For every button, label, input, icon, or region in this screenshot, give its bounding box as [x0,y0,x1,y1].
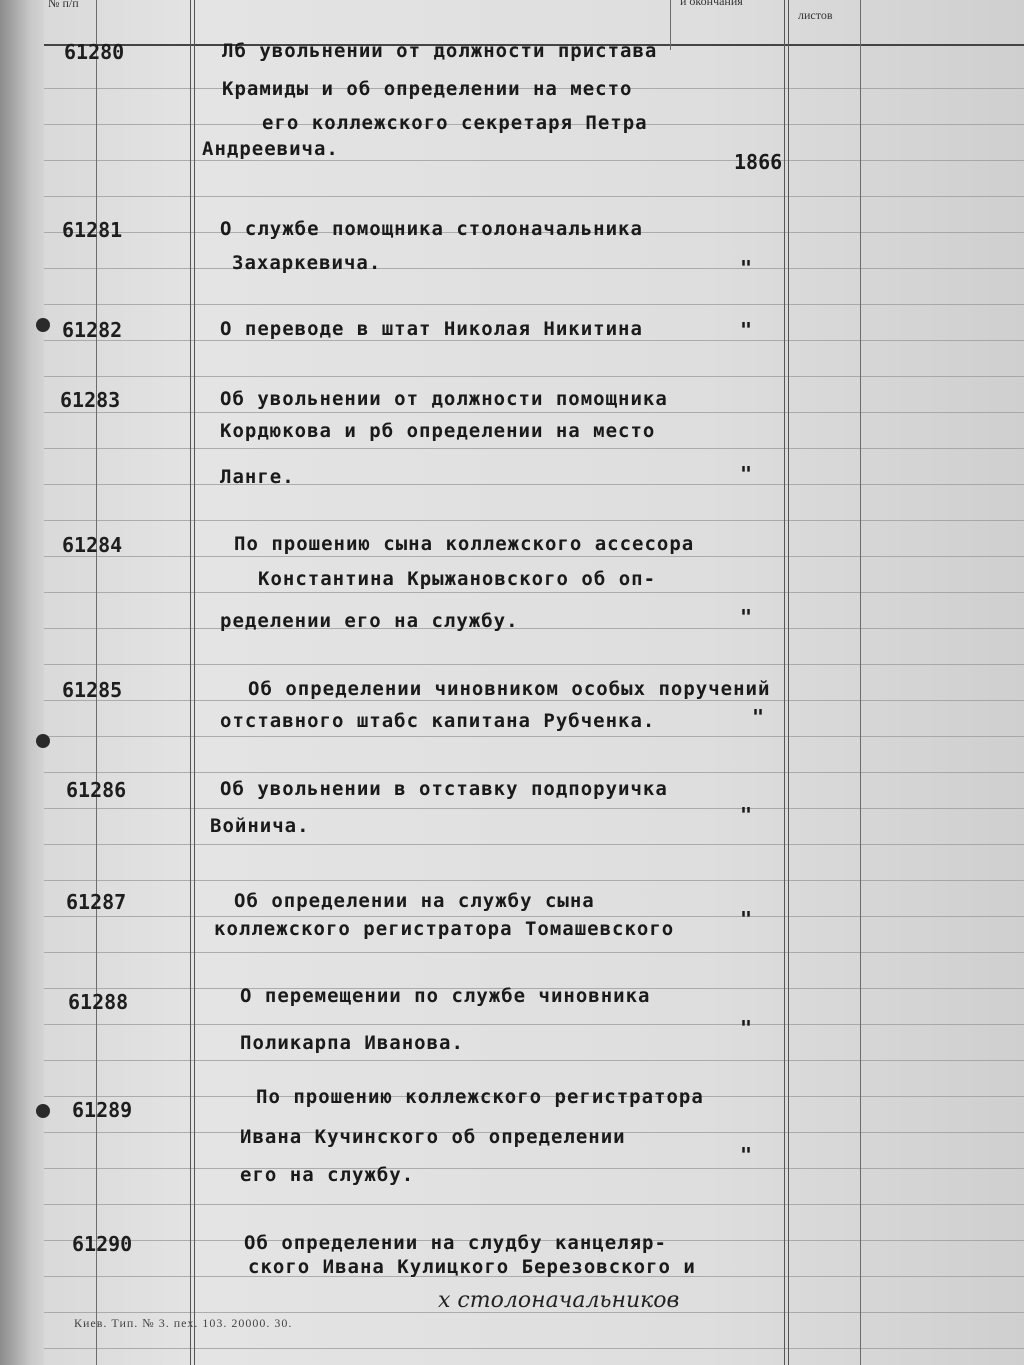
entry-number: 61281 [62,218,123,242]
entry-text-line: его коллежского секретаря Петра [262,112,648,134]
header-col-end: и окончания [680,0,743,8]
header-col-sheets: листов [798,8,833,22]
entry-number: 61290 [72,1232,133,1256]
entry-number: 61288 [68,990,129,1014]
entry-text-line: Ивана Кучинского об определении [240,1126,626,1148]
ditto-mark: " [740,605,753,629]
entry-text-line: ского Ивана Кулицкого Березовского и [248,1256,696,1278]
entry-number: 61289 [72,1098,133,1122]
handwritten-note: х столоначальников [438,1288,680,1313]
entry-text-line: Кордюкова и рб определении на место [220,420,656,442]
entry-text-line: ределении его на службу. [220,610,519,632]
entry-text-line: Об увольнении от должности помощника [220,388,668,410]
header-col-number: № п/п [48,0,79,10]
binding-hole [36,734,50,748]
entry-text-line: Поликарпа Иванова. [240,1032,464,1054]
entry-text-line: По прошению коллежского регистратора [256,1086,704,1108]
entry-text-line: О службе помощника столоначальника [220,218,643,240]
entry-text-line: его на службу. [240,1164,415,1186]
entry-text-line: Об увольнении в отставку подпоруичка [220,778,668,800]
entry-number: 61287 [66,890,127,914]
binding-spine [0,0,44,1365]
entry-text-line: Об определении на службу сына [234,890,595,912]
column-divider [670,0,671,50]
entry-text-line: О перемещении по службе чиновника [240,985,651,1007]
ditto-mark: " [740,1016,753,1040]
column-divider [860,0,861,1365]
column-divider [190,0,195,1365]
ditto-mark: " [740,1143,753,1167]
ditto-mark: " [740,256,753,280]
ditto-mark: " [752,705,765,729]
entry-text-line: О переводе в штат Николая Никитина [220,318,643,340]
column-divider [784,0,789,1365]
entry-number: 61280 [64,40,125,64]
entry-text-line: Об определении на слудбу канцеляр- [244,1232,667,1254]
entry-text-line: Лб увольнении от должности пристава [222,40,658,62]
entry-number: 61286 [66,778,127,802]
printer-imprint: Киев. Тип. № 3. пех. 103. 20000. 30. [74,1316,293,1330]
entry-text-line: Захаркевича. [232,252,382,274]
entry-text-line: Андреевича. [202,138,339,160]
binding-hole [36,318,50,332]
ditto-mark: " [740,462,753,486]
entry-text-line: Об определении чиновником особых поручений [248,678,771,700]
ditto-mark: " [740,803,753,827]
ditto-mark: " [740,907,753,931]
year-label: 1866 [734,150,783,174]
entry-number: 61285 [62,678,123,702]
entry-text-line: Крамиды и об определении на место [222,78,633,100]
binding-hole [36,1104,50,1118]
entry-number: 61283 [60,388,121,412]
entry-text-line: коллежского регистратора Томашевского [214,918,675,940]
entry-text-line: Константина Крыжановского об оп- [258,568,657,590]
entry-text-line: По прошению сына коллежского ассесора [234,533,695,555]
entry-number: 61284 [62,533,123,557]
entry-text-line: Войнича. [210,815,310,837]
ditto-mark: " [740,318,753,342]
entry-number: 61282 [62,318,123,342]
entry-text-line: Ланге. [220,466,295,488]
entry-text-line: отставного штабс капитана Рубченка. [220,710,656,732]
